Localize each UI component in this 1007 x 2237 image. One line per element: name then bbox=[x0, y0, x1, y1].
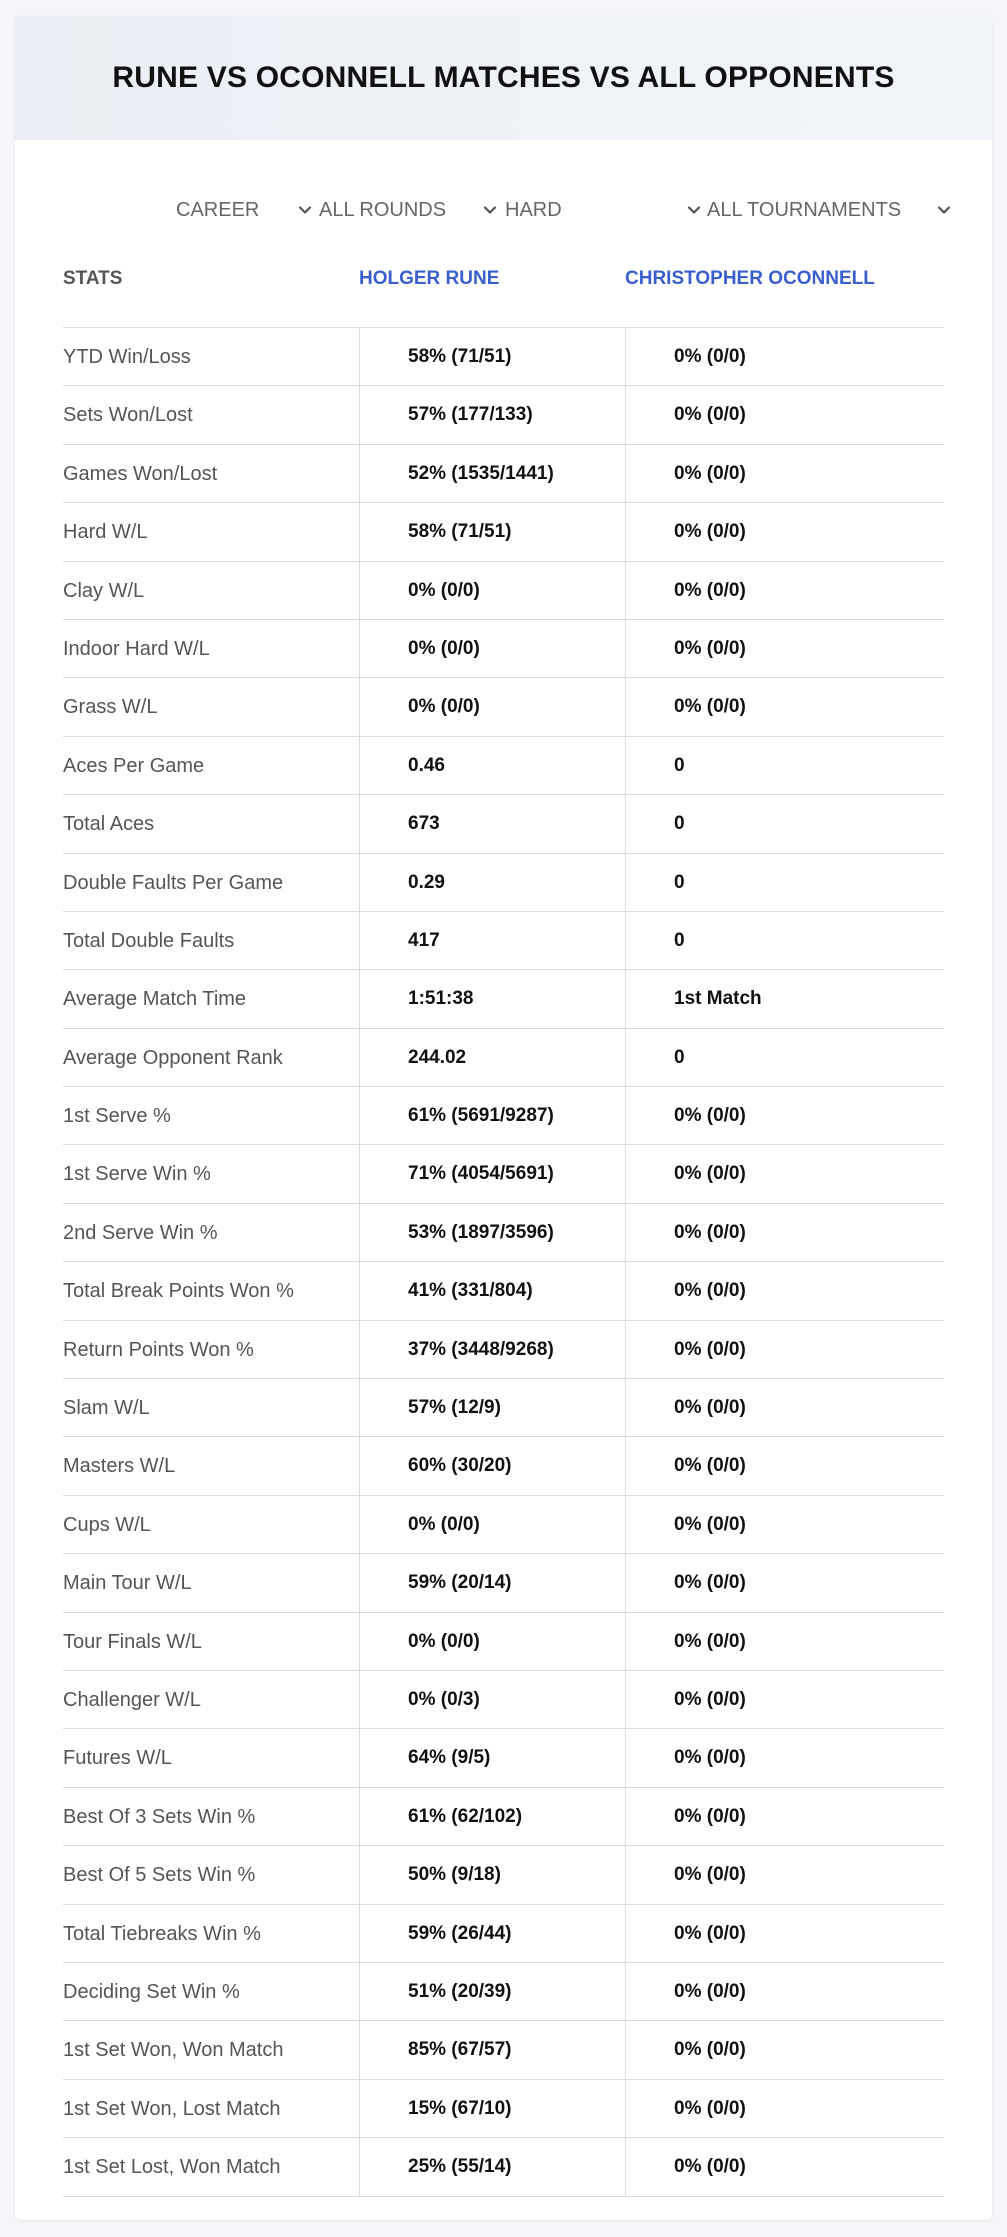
player1-stat-value: 417 bbox=[359, 912, 625, 970]
player1-stat-value: 57% (177/133) bbox=[359, 386, 625, 444]
table-row bbox=[63, 1262, 944, 1320]
stat-label: Futures W/L bbox=[63, 1747, 172, 1770]
player1-stat-value: 64% (9/5) bbox=[359, 1729, 625, 1787]
player1-stat-value: 59% (26/44) bbox=[359, 1905, 625, 1963]
player2-stat-value: 0% (0/0) bbox=[625, 1262, 944, 1320]
table-row bbox=[63, 1321, 944, 1379]
table-row bbox=[63, 1846, 944, 1904]
table-row bbox=[63, 1729, 944, 1787]
player2-stat-value: 0% (0/0) bbox=[625, 1496, 944, 1554]
stat-label: YTD Win/Loss bbox=[63, 346, 191, 368]
table-row bbox=[63, 386, 944, 444]
player1-stat-value: 51% (20/39) bbox=[359, 1963, 625, 2021]
table-body bbox=[63, 328, 944, 2197]
player1-stat-value: 58% (71/51) bbox=[359, 503, 625, 561]
table-row bbox=[63, 912, 944, 970]
player1-stat-value: 0.29 bbox=[359, 854, 625, 912]
table-row bbox=[63, 1671, 944, 1729]
player2-stat-value: 0% (0/0) bbox=[625, 678, 944, 736]
table-row bbox=[63, 1788, 944, 1846]
table-row bbox=[63, 1963, 944, 2021]
table-row bbox=[63, 1437, 944, 1495]
player2-stat-value: 0% (0/0) bbox=[625, 2021, 944, 2079]
filter-bar bbox=[15, 190, 992, 230]
table-row bbox=[63, 2021, 944, 2079]
player2-stat-value: 0% (0/0) bbox=[625, 1437, 944, 1495]
player1-stat-value: 37% (3448/9268) bbox=[359, 1321, 625, 1379]
player1-stat-value: 53% (1897/3596) bbox=[359, 1204, 625, 1262]
table-row bbox=[63, 1496, 944, 1554]
player2-stat-value: 0% (0/0) bbox=[625, 562, 944, 620]
player2-stat-value: 0% (0/0) bbox=[625, 620, 944, 678]
table-row bbox=[63, 445, 944, 503]
stat-label: 2nd Serve Win % bbox=[63, 1221, 218, 1244]
player2-stat-value: 0% (0/0) bbox=[625, 1554, 944, 1612]
player2-stat-value: 0% (0/0) bbox=[625, 1613, 944, 1671]
table-row bbox=[63, 562, 944, 620]
stat-label: 1st Serve Win % bbox=[63, 1163, 211, 1186]
stat-label: 1st Set Lost, Won Match bbox=[63, 2156, 281, 2179]
surface-select[interactable] bbox=[505, 190, 703, 230]
stat-label: 1st Set Won, Lost Match bbox=[63, 2097, 281, 2120]
player1-stat-value: 0.46 bbox=[359, 737, 625, 795]
player1-stat-value: 673 bbox=[359, 795, 625, 853]
stat-label: Sets Won/Lost bbox=[63, 404, 193, 427]
stat-label: Masters W/L bbox=[63, 1455, 176, 1478]
stat-label: Slam W/L bbox=[63, 1397, 150, 1420]
player1-stat-value: 50% (9/18) bbox=[359, 1846, 625, 1904]
player2-stat-value: 0 bbox=[625, 737, 944, 795]
stat-label: Average Opponent Rank bbox=[63, 1046, 283, 1069]
stat-label: Deciding Set Win % bbox=[63, 1980, 240, 2003]
period-select-value: CAREER bbox=[176, 198, 260, 221]
chevron-down-icon bbox=[481, 201, 499, 219]
player2-stat-value: 0 bbox=[625, 1029, 944, 1087]
stat-label: 1st Serve % bbox=[63, 1105, 171, 1128]
player2-stat-value: 0% (0/0) bbox=[625, 1145, 944, 1203]
player1-stat-value: 0% (0/0) bbox=[359, 1496, 625, 1554]
player2-stat-value: 0% (0/0) bbox=[625, 1204, 944, 1262]
table-row bbox=[63, 2138, 944, 2196]
player2-stat-value: 0% (0/0) bbox=[625, 2080, 944, 2138]
rounds-select-value: ALL ROUNDS bbox=[319, 198, 447, 221]
player2-stat-value: 0 bbox=[625, 854, 944, 912]
stat-label: Average Match Time bbox=[63, 988, 247, 1011]
player1-stat-value: 0% (0/0) bbox=[359, 1613, 625, 1671]
tournaments-select-value: ALL TOURNAMENTS bbox=[707, 198, 902, 221]
stat-label: Best Of 5 Sets Win % bbox=[63, 1864, 256, 1887]
player2-stat-value: 0 bbox=[625, 912, 944, 970]
page-title: RUNE VS OCONNELL MATCHES VS ALL OPPONENTS bbox=[112, 61, 895, 94]
player1-stat-value: 61% (62/102) bbox=[359, 1788, 625, 1846]
stat-label: Aces Per Game bbox=[63, 754, 205, 777]
player1-stat-value: 1:51:38 bbox=[359, 970, 625, 1028]
player1-stat-value: 61% (5691/9287) bbox=[359, 1087, 625, 1145]
stat-label: Main Tour W/L bbox=[63, 1572, 192, 1595]
stat-label: Best Of 3 Sets Win % bbox=[63, 1805, 256, 1828]
player2-stat-value: 0% (0/0) bbox=[625, 445, 944, 503]
table-header bbox=[63, 248, 944, 328]
table-row bbox=[63, 1554, 944, 1612]
table-row bbox=[63, 795, 944, 853]
stat-label: Indoor Hard W/L bbox=[63, 637, 210, 660]
stat-label: Total Break Points Won % bbox=[63, 1280, 294, 1303]
player2-stat-value: 1st Match bbox=[625, 970, 944, 1028]
chevron-down-icon bbox=[296, 201, 314, 219]
player1-stat-value: 0% (0/0) bbox=[359, 678, 625, 736]
table-row bbox=[63, 328, 944, 386]
player1-stat-value: 244.02 bbox=[359, 1029, 625, 1087]
stat-label: Total Tiebreaks Win % bbox=[63, 1922, 261, 1945]
player2-stat-value: 0% (0/0) bbox=[625, 1671, 944, 1729]
tournaments-select[interactable] bbox=[707, 190, 953, 230]
player2-stat-value: 0% (0/0) bbox=[625, 1729, 944, 1787]
stat-label: Hard W/L bbox=[63, 521, 148, 544]
stat-label: Tour Finals W/L bbox=[63, 1630, 202, 1653]
player2-stat-value: 0% (0/0) bbox=[625, 328, 944, 386]
stat-label: Return Points Won % bbox=[63, 1338, 254, 1361]
table-row bbox=[63, 503, 944, 561]
player1-stat-value: 60% (30/20) bbox=[359, 1437, 625, 1495]
table-row bbox=[63, 1029, 944, 1087]
column-header-stats: STATS bbox=[63, 268, 123, 289]
stat-label: Double Faults Per Game bbox=[63, 871, 284, 894]
player2-stat-value: 0% (0/0) bbox=[625, 1379, 944, 1437]
player2-stat-value: 0 bbox=[625, 795, 944, 853]
player2-stat-value: 0% (0/0) bbox=[625, 1846, 944, 1904]
stat-label: Total Double Faults bbox=[63, 929, 235, 952]
table-row bbox=[63, 1613, 944, 1671]
player2-stat-value: 0% (0/0) bbox=[625, 503, 944, 561]
table-row bbox=[63, 678, 944, 736]
player1-stat-value: 52% (1535/1441) bbox=[359, 445, 625, 503]
player2-stat-value: 0% (0/0) bbox=[625, 1963, 944, 2021]
table-row bbox=[63, 1204, 944, 1262]
player1-stat-value: 71% (4054/5691) bbox=[359, 1145, 625, 1203]
stat-label: 1st Set Won, Won Match bbox=[63, 2039, 284, 2062]
stat-label: Games Won/Lost bbox=[63, 462, 218, 485]
stat-label: Total Aces bbox=[63, 813, 155, 836]
table-row bbox=[63, 970, 944, 1028]
card-header bbox=[15, 16, 992, 140]
player1-stat-value: 59% (20/14) bbox=[359, 1554, 625, 1612]
player1-stat-value: 58% (71/51) bbox=[359, 328, 625, 386]
stats-table bbox=[63, 248, 944, 2197]
table-row bbox=[63, 854, 944, 912]
stat-label: Cups W/L bbox=[63, 1513, 151, 1536]
table-row bbox=[63, 1145, 944, 1203]
player2-stat-value: 0% (0/0) bbox=[625, 1905, 944, 1963]
rounds-select[interactable] bbox=[319, 190, 499, 230]
player2-stat-value: 0% (0/0) bbox=[625, 1321, 944, 1379]
chevron-down-icon bbox=[685, 201, 703, 219]
player1-stat-value: 41% (331/804) bbox=[359, 1262, 625, 1320]
player2-stat-value: 0% (0/0) bbox=[625, 2138, 944, 2196]
player1-stat-value: 0% (0/0) bbox=[359, 620, 625, 678]
column-header-player2[interactable]: CHRISTOPHER OCONNELL bbox=[625, 268, 875, 289]
surface-select-value: HARD bbox=[505, 198, 562, 221]
stat-label: Clay W/L bbox=[63, 579, 145, 602]
stats-card bbox=[15, 16, 992, 2220]
player1-stat-value: 0% (0/3) bbox=[359, 1671, 625, 1729]
table-row bbox=[63, 2080, 944, 2138]
table-row bbox=[63, 1087, 944, 1145]
column-header-player1[interactable]: HOLGER RUNE bbox=[359, 268, 500, 289]
player2-stat-value: 0% (0/0) bbox=[625, 1087, 944, 1145]
table-row bbox=[63, 737, 944, 795]
player1-stat-value: 15% (67/10) bbox=[359, 2080, 625, 2138]
period-select[interactable] bbox=[176, 190, 314, 230]
stat-label: Challenger W/L bbox=[63, 1688, 201, 1711]
player1-stat-value: 0% (0/0) bbox=[359, 562, 625, 620]
table-row bbox=[63, 1905, 944, 1963]
table-row bbox=[63, 1379, 944, 1437]
player2-stat-value: 0% (0/0) bbox=[625, 1788, 944, 1846]
player2-stat-value: 0% (0/0) bbox=[625, 386, 944, 444]
player1-stat-value: 57% (12/9) bbox=[359, 1379, 625, 1437]
table-row bbox=[63, 620, 944, 678]
player1-stat-value: 85% (67/57) bbox=[359, 2021, 625, 2079]
stat-label: Grass W/L bbox=[63, 696, 158, 719]
player1-stat-value: 25% (55/14) bbox=[359, 2138, 625, 2196]
chevron-down-icon bbox=[935, 201, 953, 219]
